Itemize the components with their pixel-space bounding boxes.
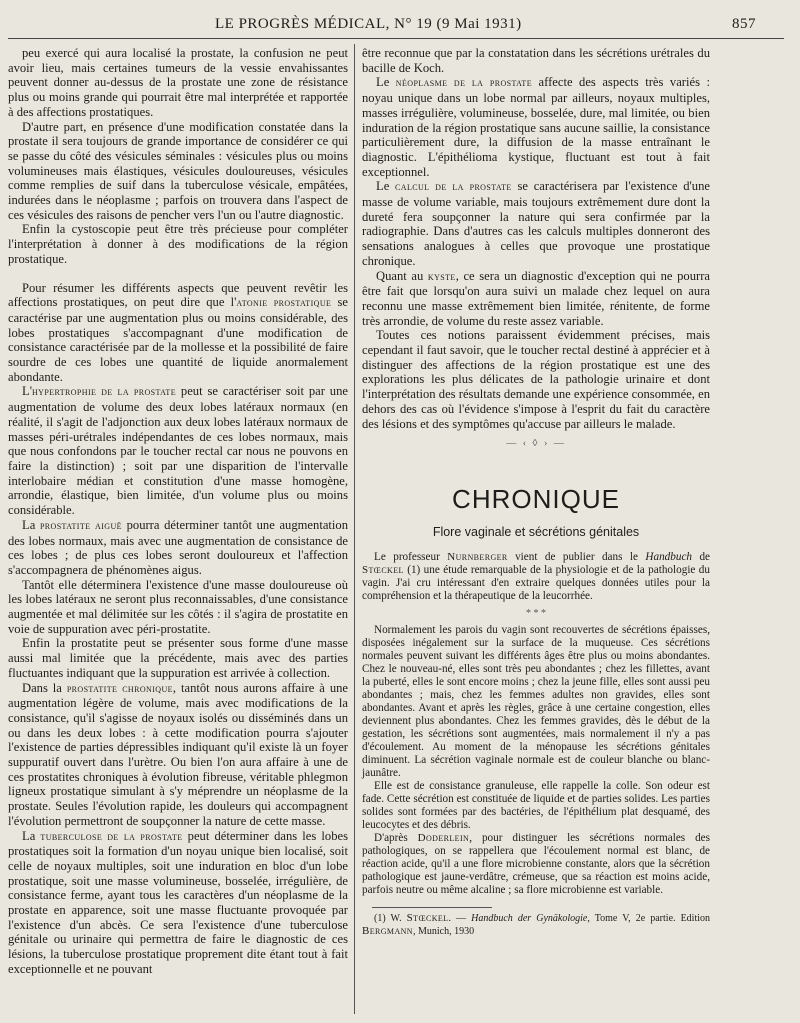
- column-divider: [354, 44, 355, 1014]
- term-atonie: atonie prostatique: [236, 297, 332, 310]
- asterism: * * *: [526, 608, 546, 620]
- paragraph: Le professeur Nurnberger vient de publier dans le Handbuch de Stœckel (1) une étude remarquable de la physiologie et de la pathologie du vagin. J'ai cru intéressant d'en extraire quelques données utiles pour la compréhension et la thérapeutique de la leucorrhée.: [362, 551, 710, 603]
- footnote: (1) W. Stœckel. — Handbuch der Gynäkologie, Tome V, 2e partie. Edition Bergmann, Munich, 1930: [362, 912, 711, 938]
- paragraph: Enfin la cystoscopie peut être très précieuse pour compléter l'interprétation à donner à des modifications de la région prostatique.: [8, 222, 348, 266]
- paragraph: Enfin la prostatite peut se présenter sous forme d'une masse aussi mal limitée que la précédente, mais avec des parties fluctuantes indiquant que la suppuration est arrivée à collection.: [8, 636, 348, 680]
- term-prostatite-chronique: prostatite chronique: [66, 682, 173, 695]
- header-rule: [8, 38, 784, 39]
- paragraph: peu exercé qui aura localisé la prostate, la confusion ne peut avoir lieu, mais certaines tumeurs de la vessie envahissantes peuvent donner au-dessus de la prostate une zone de résistance plus ou moins grande qui pourrait être mal interprétée et rapportée à des affections prostatiques.: [8, 46, 348, 119]
- page-number: 857: [732, 16, 756, 32]
- paragraph: être reconnue que par la constatation dans les sécrétions urétrales du bacille de Koch.: [362, 46, 710, 75]
- section-ornament: — ‹ ◊ › —: [506, 438, 566, 450]
- paragraph: Tantôt elle déterminera l'existence d'une masse douloureuse où les lobes latéraux ne seront plus reconnaissables, d'une consistance augmentée et mal délimitée sur les côtés : il s'agira de prostatite en voie de suppuration avec péri-prostatite.: [8, 577, 348, 636]
- paragraph: La tuberculose de la prostate peut déterminer dans les lobes prostatiques soit la formation d'un noyau unique bien localisé, soit celle de noyaux multiples, soit une induration en bloc d'un lobe prostatique, soit une masse volumineuse, bosselée, irrégulière, de consistance ferme, ayant tous les caractères d'un néoplasme de la prostate en apparence, soit une masse fluctuante provoquée par l'existence d'un abcès. Ce sera l'existence d'une tuberculose génitale ou urinaire qui permettra de faire le diagnostic de ces lésions, la tuberculose prostatique proprement dite étant tout à fait exceptionnelle et ne pouvant: [8, 828, 348, 976]
- paragraph: Elle est de consistance granuleuse, elle rappelle la colle. Son odeur est fade. Cette sécrétion est constituée de liquide et de parties solides. Les parties solides sont formées par des bactéries, de l'épithélium plat desquamé, des leucocytes et des débris.: [362, 780, 710, 832]
- article-title: Flore vaginale et sécrétions génitales: [432, 524, 640, 539]
- paragraph: D'autre part, en présence d'une modification constatée dans la prostate il sera toujours de grande importance de considérer ce qui se passe du côté des vésicules séminales : vésicules plus ou moins volumineuses mais élastiques, vésicules douloureuses, vésicules comme remplies de suif dans la tuberculose vésicale, empâtées, indurées dans le néoplasme ; parfois on trouvera dans l'aspect de ces vésicules des raisons de pencher vers l'un ou l'autre diagnostic.: [8, 119, 348, 222]
- term-neoplasme: néoplasme de la prostate: [395, 77, 532, 90]
- paragraph: Pour résumer les différents aspects que peuvent revêtir les affections prostatiques, on peut dire que l'atonie prostatique se caractérise par une augmentation plus ou moins considérable, des lobes prostatiques s'accompagnant d'une modification de consistance caractérisée par de la mollesse et la possibilité de faire sourdre de ces lobes une quantité de liquide anormalement abondante.: [8, 280, 348, 384]
- footnote-rule: [372, 907, 492, 908]
- paragraph: Le néoplasme de la prostate affecte des aspects très variés : noyau unique dans un lobe normal par ailleurs, noyaux multiples, masses irrégulière, volumineuse, bosselée, dure, mal limitée, ou bien induration de la région prostatique sans aucune saillie, la consistance particulièrement dure, la diffusion de la masse entraînant le diagnostic. L'épithélioma kystique, fluctuant est tout à fait exceptionnel.: [362, 75, 710, 179]
- term-kyste: kyste: [427, 270, 456, 283]
- article-body: [362, 551, 710, 897]
- running-header: [40, 14, 760, 38]
- term-hypertrophie: hypertrophie de la prostate: [31, 386, 177, 399]
- paragraph: Toutes ces notions paraissent évidemment précises, mais cependant il faut savoir, que le toucher rectal destiné à apprécier et à distinguer des affections de la région prostatique est une des explorations les plus délicates de la pathologie urinaire et dont l'interprétation des résultats demande une expérience consommée, en dehors des cas où l'évidence s'impose à l'esprit du fait du caractère des lésions et des symptômes qu'accuse par ailleurs le malade.: [362, 328, 710, 431]
- term-prostatite-aigue: prostatite aiguë: [39, 519, 122, 532]
- right-column: [362, 46, 710, 938]
- left-column: [8, 46, 348, 977]
- paragraph: Normalement les parois du vagin sont recouvertes de sécrétions épaisses, disposées inégalement sur la surface de la muqueuse. Ces sécrétions normales peuvent suivant les différents âges être plus ou moins abondantes. Chez le nouveau-né, elles sont très peu abondantes ; chez les fillettes, avant la puberté, elles le sont encore moins ; chez la jeune fille, elles sont aussi peu abondantes ; mais, chez les femmes adultes non gravides, elles sont abondantes. Avant et après les règles, grâce à une certaine congestion, elles deviennent plus abondantes. Chez les femmes gravides, dès le début de la gestation, les sécrétions sont augmentées, mais normalement il n'y a pas d'écoulement. Au moment de la ménopause les sécrétions génitales diminuent. La sécrétion vaginale normale est de couleur blanche ou blanc-jaunâtre.: [362, 624, 710, 780]
- paragraph: La prostatite aiguë pourra déterminer tantôt une augmentation des lobes normaux, mais avec une augmentation de consistance de ces lobes ; de plus ces lobes seront douloureux et l'affection s'accompagnera de phénomènes aigus.: [8, 517, 348, 577]
- term-calcul: calcul de la prostate: [395, 181, 512, 194]
- paragraph: Le calcul de la prostate se caractérisera par l'existence d'une masse de volume variable, mais toujours extrêmement dure dont la dureté fera soupçonner la nature qui sera confirmée par la radiographie. Dans d'autres cas les calculs multiples donneront des sensations analogues à celles que provoque une prostatique chronique.: [362, 179, 710, 268]
- paragraph: Dans la prostatite chronique, tantôt nous aurons affaire à une augmentation légère de volume, mais avec modifications de la consistance, qu'il s'agisse de noyaux isolés ou disséminés dans un ou dans les deux lobes : à cette modification pourra s'ajouter l'existence de parties dépressibles indiquant qu'il existe là un foyer suppuratif ouvert dans l'urètre. Ou bien l'on aura affaire à une de ces prostatites chroniques à évolution fibreuse, véritable phlegmon ligneux prostatique simulant à s'y méprendre un néoplasme de la prostate. Seules l'évolution rapide, les douleurs qui accompagnent l'évolution permettront de soupçonner la nature de cette masse.: [8, 680, 348, 828]
- section-heading: CHRONIQUE: [452, 483, 620, 514]
- paragraph: D'après Doderlein, pour distinguer les sécrétions normales des pathologiques, on se rappellera que l'écoulement normal est blanc, de réaction acide, qu'il a une flore microbienne constante, alors que la sécrétion pathologique est jaune-verdâtre, crémeuse, que sa réaction est moins acide, parfois neutre ou même alcaline ; sa flore microbienne est variable.: [362, 832, 710, 897]
- journal-title: LE PROGRÈS MÉDICAL, N° 19 (9 Mai 1931): [215, 16, 522, 32]
- paragraph: Quant au kyste, ce sera un diagnostic d'exception qui ne pourra être fait que lorsqu'on aura suivi un malade chez lequel on aura reconnu une masse extrêmement bien limitée, rénitente, de forme très arrondie, de volume du reste assez variable.: [362, 268, 710, 328]
- term-tuberculose: tuberculose de la prostate: [40, 830, 183, 843]
- paragraph: L'hypertrophie de la prostate peut se caractériser soit par une augmentation de volume des deux lobes latéraux normaux (en réalité, il s'agit de l'adjonction aux deux lobes latéraux normaux de masses péri-urétrales indépendantes de ces lobes normaux, mais que nous confondons par le toucher rectal car nous ne pouvons en faire la distinction) ; soit par une disparition de l'intervalle interlobaire médian et constitution d'une masse homogène, arrondie, élastique, bien limitée, d'un volume plus ou moins considérable.: [8, 384, 348, 518]
